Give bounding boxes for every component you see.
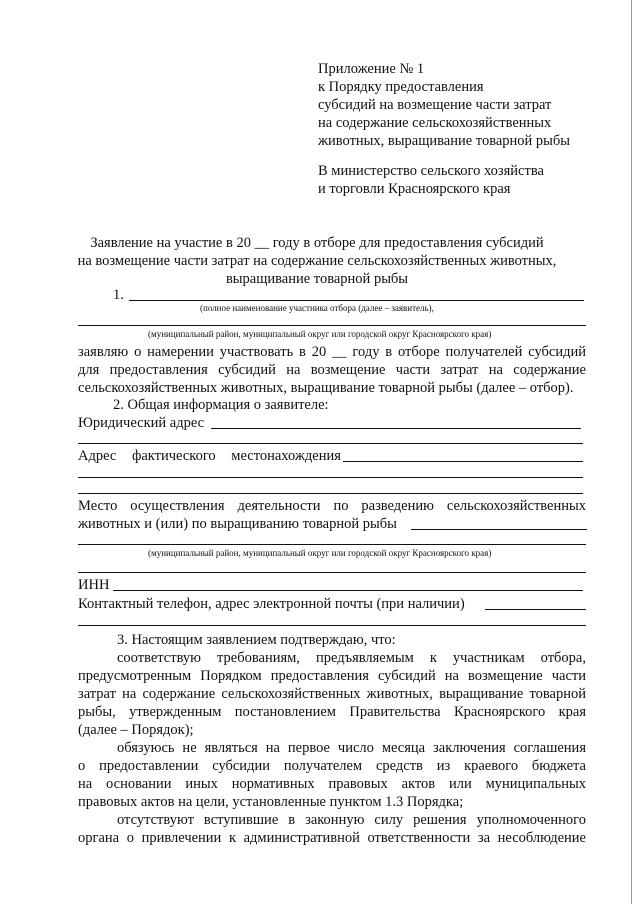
section3-p2-line: о предоставлении субсидии получателем средств из краевого бюджета: [78, 758, 586, 774]
activity-district-line: [78, 544, 586, 545]
contact-line-2: [78, 625, 586, 626]
caption-applicant-name: (полное наименование участника отбора (далее – заявитель),: [200, 303, 434, 313]
title-line: Заявление на участие в 20 __ году в отборе для предоставления субсидий: [90, 235, 544, 251]
legal-address-line: [211, 428, 581, 429]
section3-heading: 3. Настоящим заявлением подтверждаю, что:: [117, 632, 396, 648]
section3-p3-line: отсутствуют вступившие в законную силу решения уполномоченного: [117, 812, 586, 828]
caption-district-2: (муниципальный район, муниципальный округ или городской округ Красноярского края): [148, 548, 492, 558]
title-line: выращивание товарной рыбы: [225, 271, 409, 287]
district-line: [78, 325, 586, 326]
legal-address-line-2: [78, 443, 583, 444]
appendix-line: Приложение № 1: [318, 61, 425, 77]
appendix-line: на содержание сельскохозяйственных: [318, 115, 552, 131]
scan-edge: [631, 0, 632, 904]
addressee-line: и торговли Красноярского края: [318, 181, 511, 197]
legal-address-label: Юридический адрес: [78, 415, 205, 431]
section3-p1-line: соответствую требованиям, предъявляемым к участникам отбора,: [117, 650, 586, 666]
caption-district: (муниципальный район, муниципальный округ или городской округ Красноярского края): [148, 329, 492, 339]
activity-place-line: животных и (или) по выращиванию товарной рыбы: [78, 516, 397, 532]
section1-text-line: сельскохозяйственных животных, выращивание товарной рыбы (далее – отбор).: [78, 380, 574, 396]
activity-district-line-2: [78, 572, 586, 573]
section3-p1-line: предусмотренным Порядком предоставления субсидий на возмещение части: [78, 668, 586, 684]
section3-p1-line: рыбы, утвержденным постановлением Правительства Красноярского края: [78, 704, 586, 720]
section3-p2-line: обязуюсь не являться на первое число месяца заключения соглашения: [117, 740, 586, 756]
inn-line: [113, 590, 583, 591]
activity-place-line-fill: [411, 529, 587, 530]
contact-label: Контактный телефон, адрес электронной почты (при наличии): [78, 596, 465, 612]
appendix-line: субсидий на возмещение части затрат: [318, 97, 552, 113]
section1-text-line: для предоставления субсидий на возмещение части затрат на содержание: [78, 362, 586, 378]
title-line: на возмещение части затрат на содержание сельскохозяйственных животных,: [77, 253, 557, 269]
activity-place-line: Место осуществления деятельности по разведению сельскохозяйственных: [78, 498, 586, 514]
section3-p2-line: на основании иных нормативных правовых актов или муниципальных: [78, 776, 586, 792]
section1-text-line: заявляю о намерении участвовать в 20 __ году в отборе получателей субсидий: [78, 344, 586, 360]
section3-p3-line: органа о привлечении к административной ответственности за несоблюдение: [78, 830, 586, 846]
actual-address-label: Адрес фактического местонахождения: [78, 448, 341, 464]
section3-p1-line: затрат на содержание сельскохозяйственных животных, выращивание товарной: [78, 686, 586, 702]
actual-address-line-3: [78, 493, 583, 494]
section3-p2-line: правовых актов на цели, установленные пунктом 1.3 Порядка;: [78, 794, 464, 810]
appendix-line: животных, выращивание товарной рыбы: [318, 133, 571, 149]
inn-label: ИНН: [78, 577, 110, 593]
contact-line: [485, 609, 586, 610]
section2-heading: 2. Общая информация о заявителе:: [113, 397, 329, 413]
section1-number: 1.: [113, 287, 124, 303]
applicant-name-line: [129, 300, 584, 301]
section3-p1-line: (далее – Порядок);: [78, 722, 194, 738]
actual-address-line: [343, 461, 583, 462]
appendix-line: к Порядку предоставления: [318, 79, 484, 95]
addressee-line: В министерство сельского хозяйства: [318, 163, 544, 179]
actual-address-line-2: [78, 477, 583, 478]
